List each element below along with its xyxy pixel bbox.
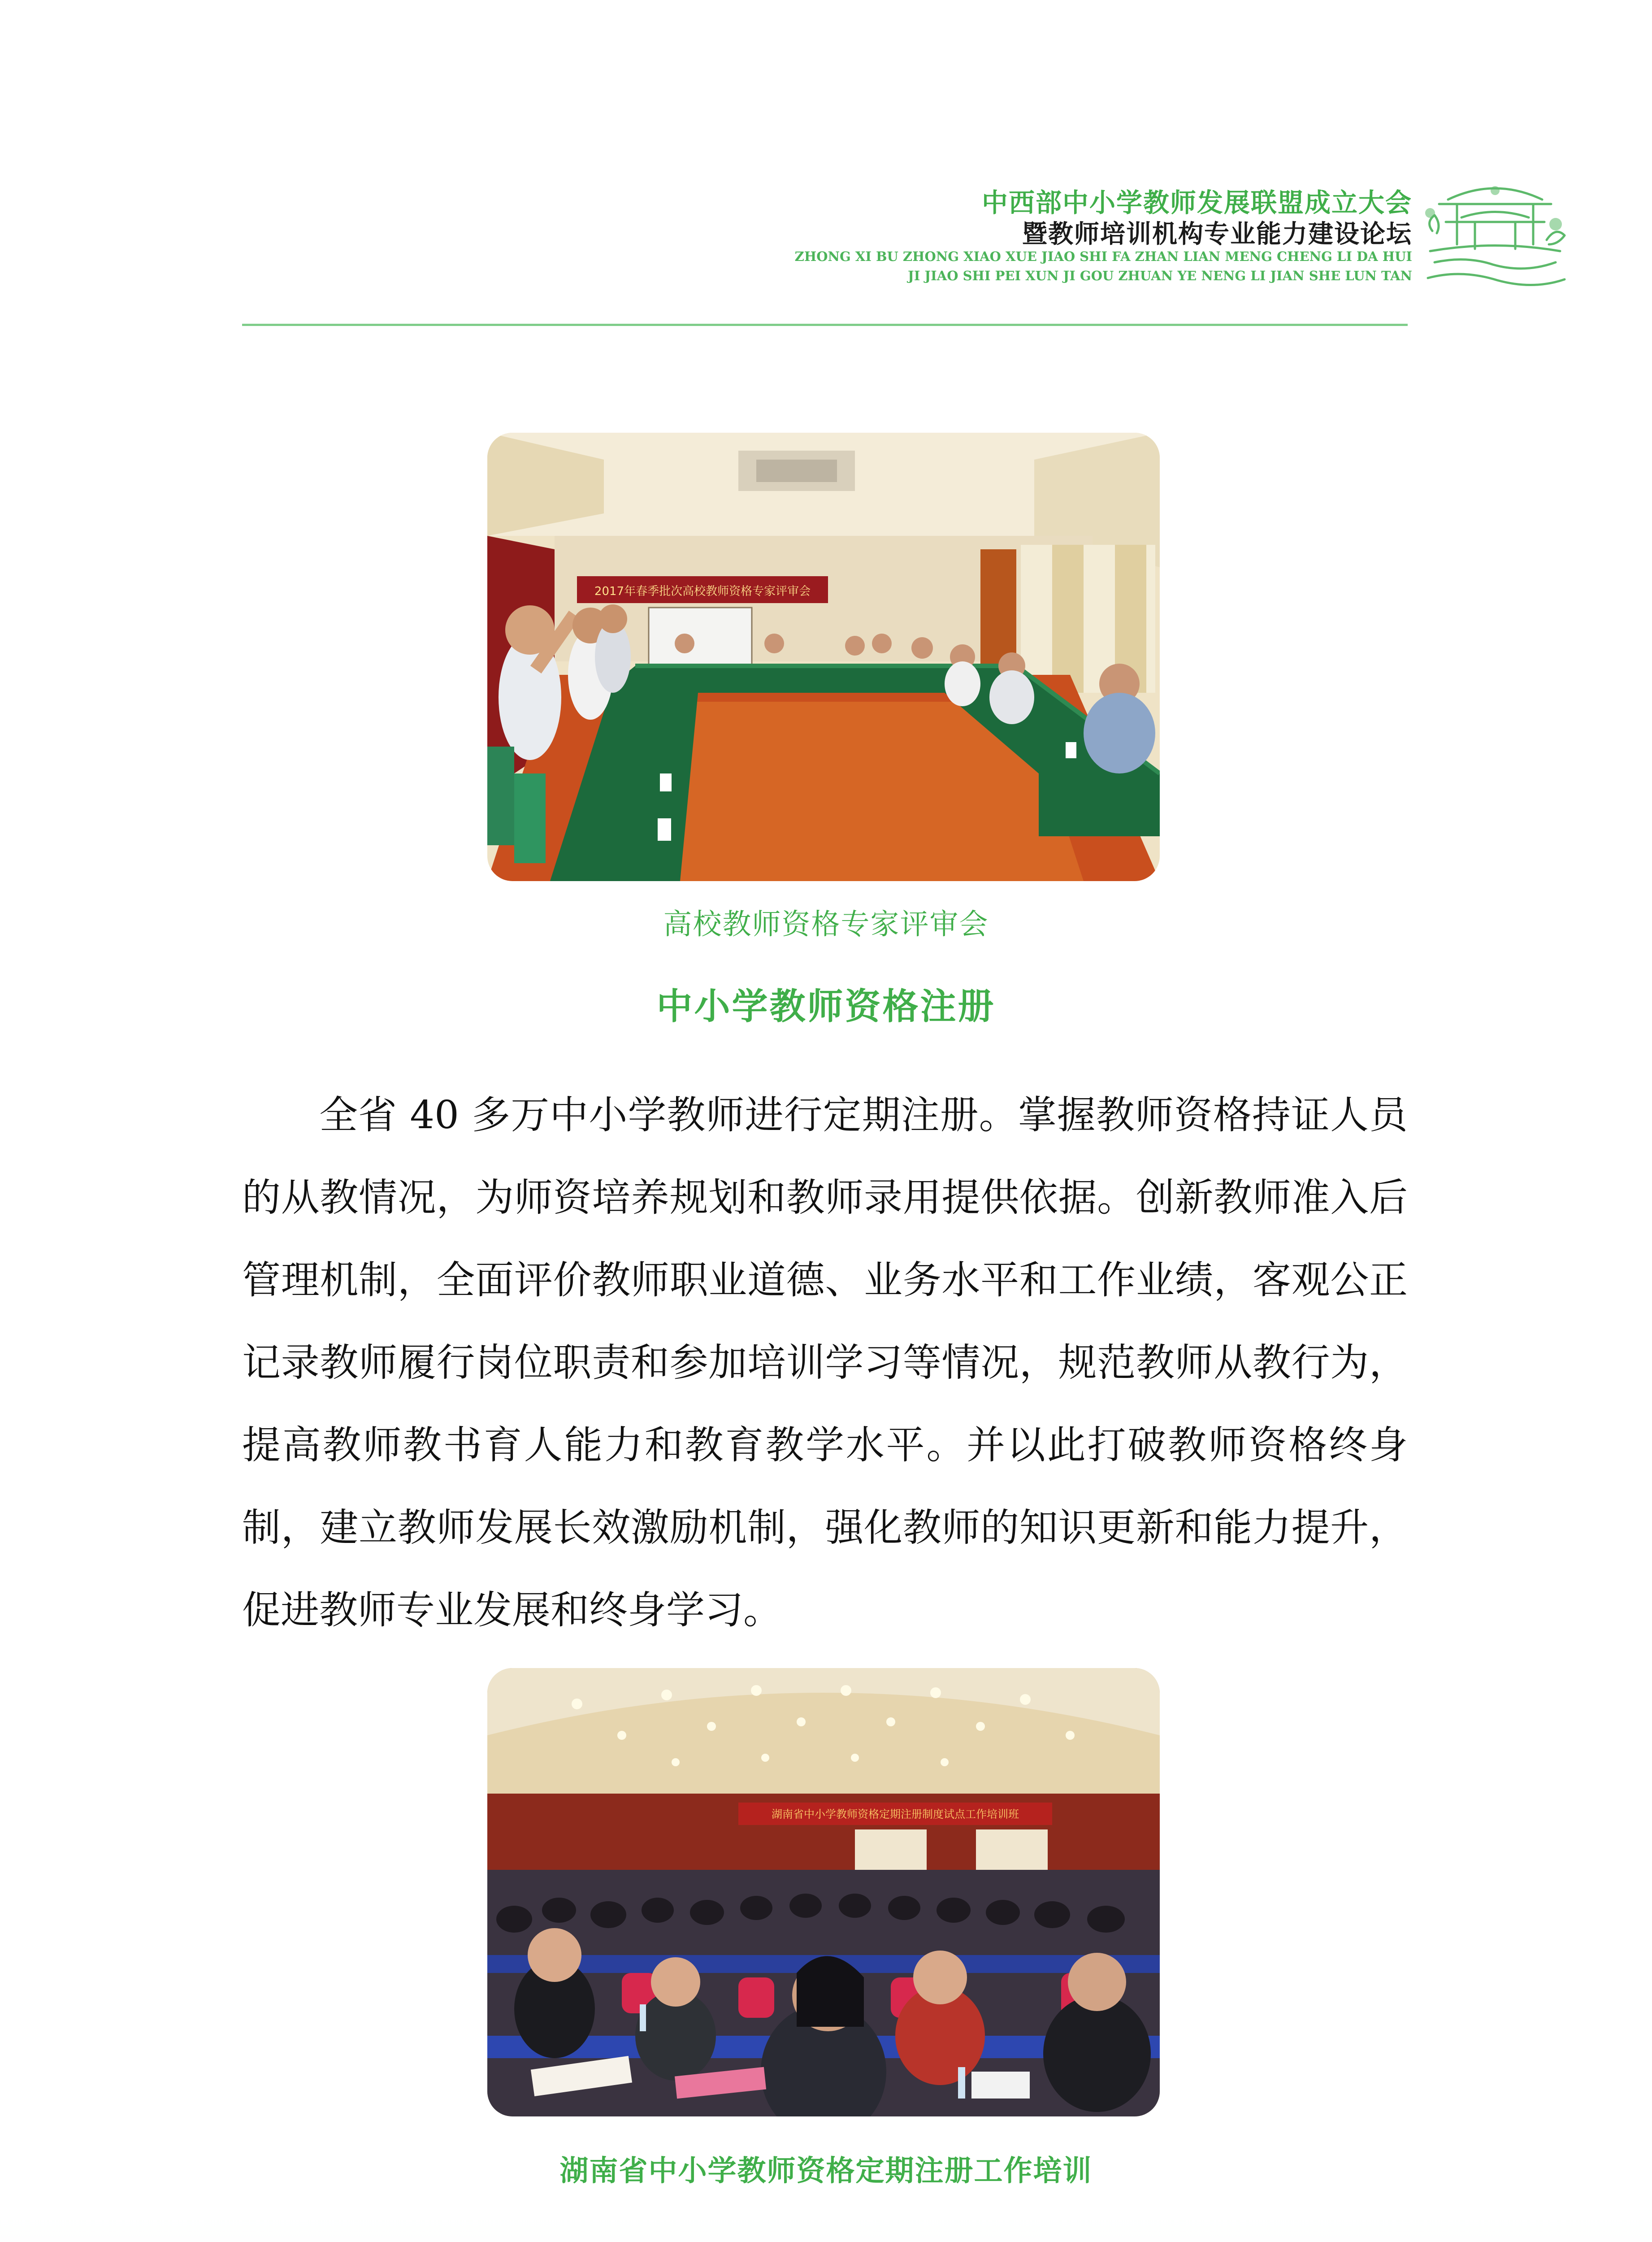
section-title: 中小学教师资格注册 <box>656 985 996 1027</box>
expert-review-banner-text: 2017年春季批次高校教师资格专家评审会 <box>594 585 811 598</box>
header-divider <box>242 324 1408 326</box>
registration-training-photo <box>487 1668 1160 2116</box>
training-banner-text: 湖南省中小学教师资格定期注册制度试点工作培训班 <box>772 1808 1019 1821</box>
registration-training-caption: 湖南省中小学教师资格定期注册工作培训 <box>559 2155 1093 2188</box>
section-body: 全省 40 多万中小学教师进行定期注册。掌握教师资格持证人员的从教情况，为师资培养规划和教师录用提供依据。创新教师准入后管理机制，全面评价教师职业道德、业务水平和工作业绩，客观公正记录教师履行岗位职责和参加培训学习等情况，规范教师从教行为，提高教师教书育人能力和教育教学水平。并以此打破教师资格终身制，建立教师发展长效激励机制，强化教师的知识更新和能力提升，促进教师专业发展和终身学习。 <box>242 1093 1408 1633</box>
expert-review-caption: 高校教师资格专家评审会 <box>663 908 989 941</box>
header-title-line2: 暨教师培训机构专业能力建设论坛 <box>1022 219 1412 249</box>
watercolor-wash <box>0 2197 1652 2242</box>
expert-review-meeting-photo <box>487 433 1160 881</box>
header-pinyin-line1: ZHONG XI BU ZHONG XIAO XUE JIAO SHI FA ZHAN LIAN MENG CHENG LI DA HUI <box>794 249 1412 264</box>
header-title-line1: 中西部中小学教师发展联盟成立大会 <box>981 187 1412 218</box>
header-pinyin-line2: JI JIAO SHI PEI XUN JI GOU ZHUAN YE NENG LI JIAN SHE LUN TAN <box>908 268 1412 283</box>
pavilion-emblem-icon <box>1421 173 1569 303</box>
